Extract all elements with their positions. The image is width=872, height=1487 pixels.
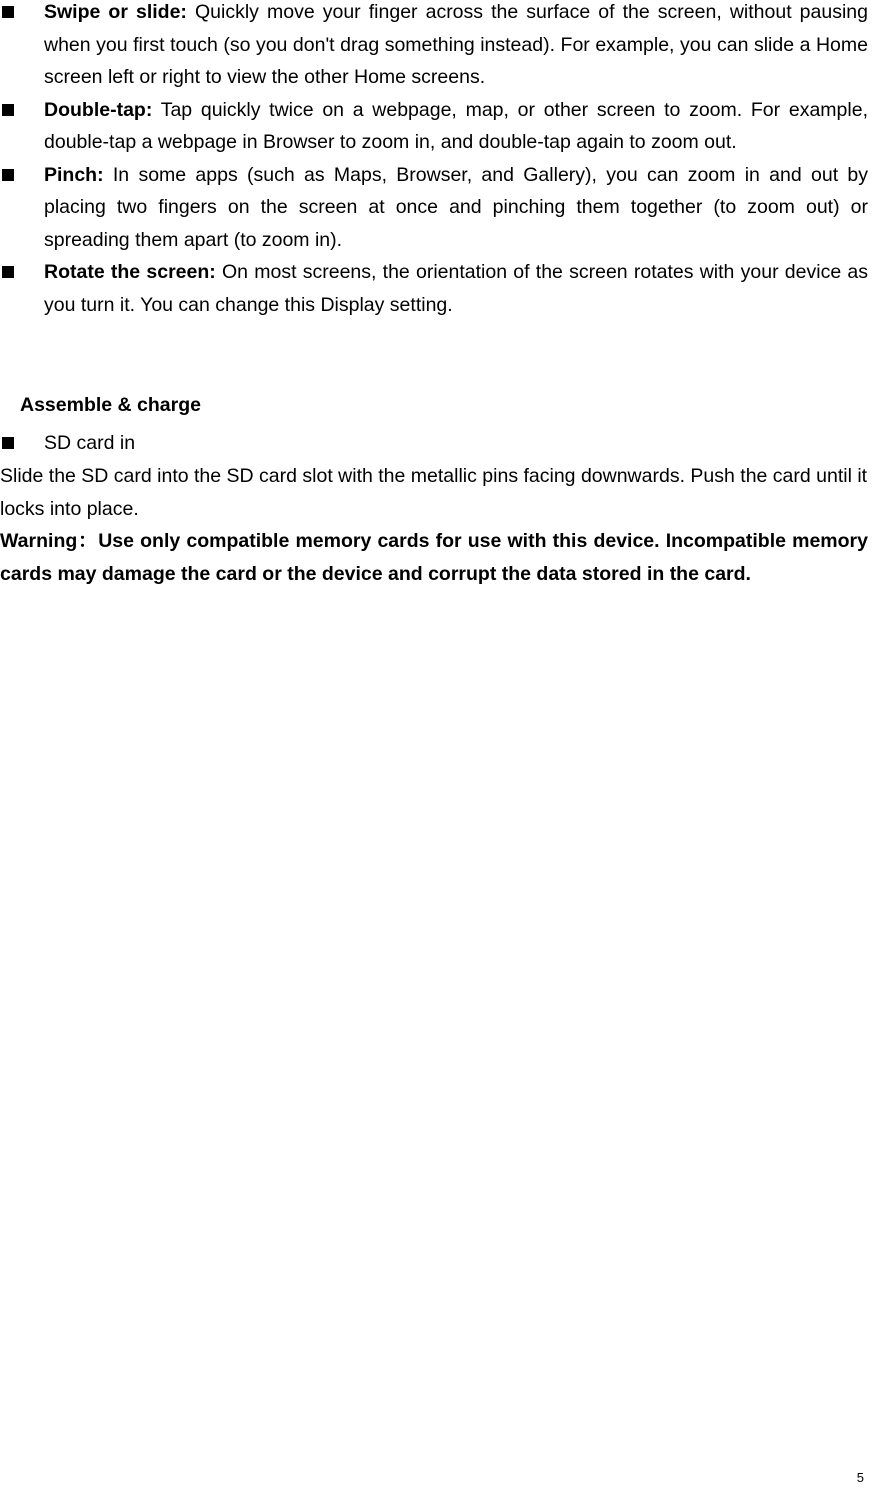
sd-card-label: SD card in [44, 432, 136, 454]
square-bullet-icon [2, 104, 14, 116]
gesture-item-rotate [0, 256, 868, 321]
sd-card-item [0, 428, 135, 458]
gesture-item-pinch [0, 159, 868, 257]
gesture-description: On most screens, the orientation of the screen rotates with your device as you turn it. You can change this Display setting. [44, 261, 868, 316]
gesture-term: Swipe or slide: [44, 1, 187, 23]
gesture-list [0, 0, 868, 321]
gesture-description: Tap quickly twice on a webpage, map, or other screen to zoom. For example, double-tap a webpage in Browser to zoom in, and double-tap again to zoom out. [44, 98, 868, 153]
gesture-item-double-tap [0, 94, 868, 159]
square-bullet-icon [2, 437, 14, 449]
square-bullet-icon [2, 169, 14, 181]
page-number: 5 [856, 1470, 864, 1485]
gesture-description: In some apps (such as Maps, Browser, and Gallery), you can zoom in and out by placing two fingers on the screen at once and pinching them together (to zoom out) or spreading them apart (to zoom in). [44, 163, 868, 251]
square-bullet-icon [2, 6, 14, 18]
warning-text: Warning：Use only compatible memory cards for use with this device. Incompatible memory cards may damage the card or the device and corrupt the data stored in the card. [0, 530, 868, 585]
gesture-item-swipe [0, 0, 868, 94]
gesture-term: Rotate the screen: [44, 261, 216, 283]
section-heading: Assemble & charge [20, 394, 201, 416]
sd-card-instructions: Slide the SD card into the SD card slot with the metallic pins facing downwards. Push the card until it locks into place. [0, 465, 868, 520]
square-bullet-icon [2, 266, 14, 278]
gesture-description: Quickly move your finger across the surface of the screen, without pausing when you first touch (so you don't drag something instead). For example, you can slide a Home screen left or right to view the other Home screens. [44, 1, 868, 88]
gesture-term: Double-tap: [44, 98, 153, 121]
gesture-term: Pinch: [44, 163, 104, 186]
